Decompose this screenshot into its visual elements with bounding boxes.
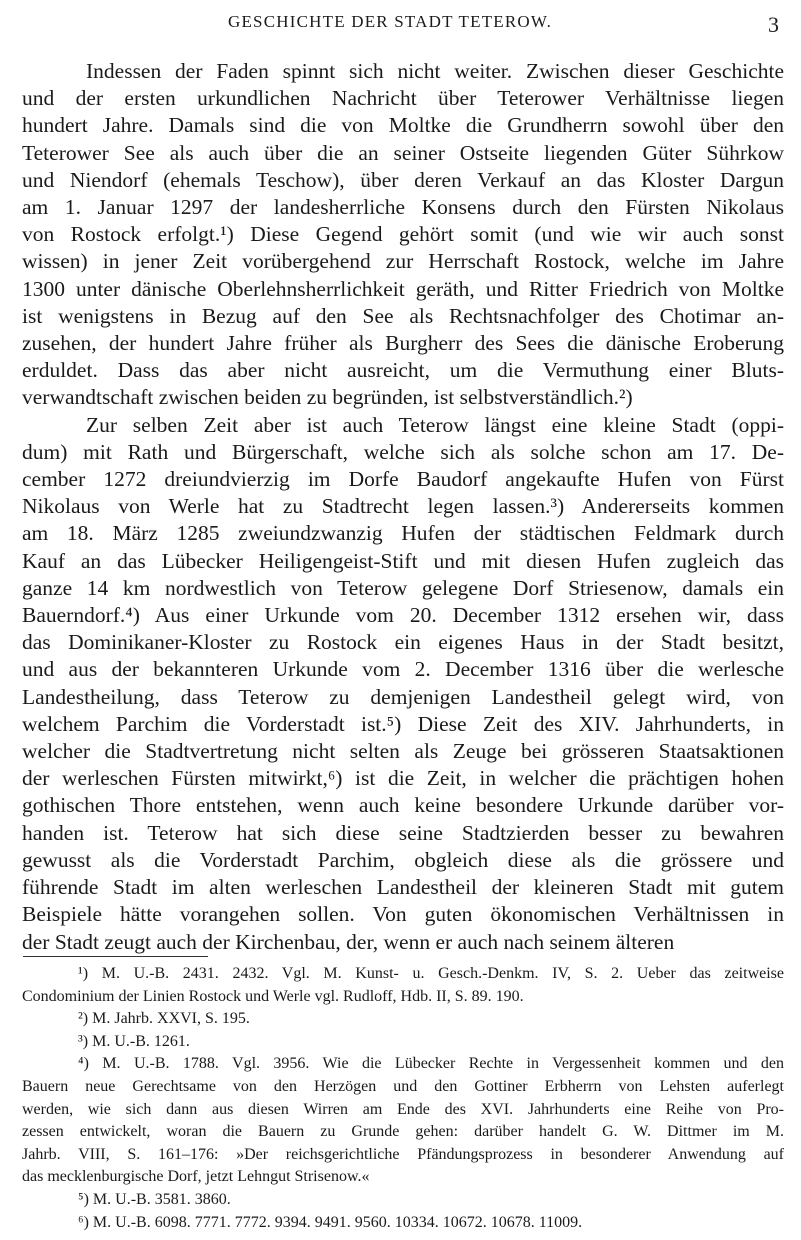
footnote-line: Bauern neue Gerechtsame von den Herzögen und den Gottiner Erbherrn von Lehsten auferlegt — [22, 1077, 784, 1095]
text-line: Bauerndorf.⁴) Aus einer Urkunde vom 20. December 1312 ersehen wir, dass — [22, 603, 784, 628]
footnote-line: ⁵) M. U.-B. 3581. 3860. — [78, 1190, 231, 1208]
text-line: Indessen der Faden spinnt sich nicht weiter. Zwischen dieser Geschichte — [86, 59, 784, 83]
footnote-3 — [22, 1031, 784, 1054]
text-line: Beispiele hätte vorangehen sollen. Von guten ökonomischen Verhältnissen in — [22, 902, 784, 927]
footnote-1 — [22, 963, 784, 1008]
text-line: das Dominikaner-Kloster zu Rostock ein eigenes Haus in der Stadt besitzt, — [22, 630, 784, 655]
footnote-line: zessen entwickelt, woran die Bauern zu Grunde gehen: darüber handelt G. W. Dittmer im M. — [22, 1123, 784, 1141]
footnote-line: ²) M. Jahrb. XXVI, S. 195. — [78, 1010, 250, 1028]
text-line: Teterower See als auch über die an seiner Ostseite liegenden Güter Sührkow — [22, 140, 784, 165]
footnote-rule — [23, 956, 208, 957]
text-line: der werleschen Fürsten mitwirkt,⁶) ist die Zeit, in welcher die prächtigen hohen — [22, 766, 784, 791]
text-line: hundert Jahre. Damals sind die von Moltke die Grundherrn sowohl über den — [22, 113, 784, 138]
text-line: 1300 unter dänische Oberlehnsherrlichkeit geräth, und Ritter Friedrich von Moltke — [22, 276, 784, 301]
text-line: cember 1272 dreiundvierzig im Dorfe Baudorf angekaufte Hufen von Fürst — [22, 467, 784, 492]
text-line: Landestheilung, dass Teterow zu demjenigen Landestheil gelegt wird, von — [22, 684, 784, 709]
text-line: und Niendorf (ehemals Teschow), über deren Verkauf an das Kloster Dargun — [22, 167, 784, 192]
text-line: gewusst als die Vorderstadt Parchim, obgleich diese als die grössere und — [22, 847, 784, 872]
text-line: erduldet. Dass das aber nicht ausreicht, um die Vermuthung einer Bluts- — [22, 358, 784, 383]
page-number: 3 — [768, 12, 779, 37]
text-line: dum) mit Rath und Bürgerschaft, welche sich als solche schon am 17. De- — [22, 439, 784, 464]
text-line: Kauf an das Lübecker Heiligengeist-Stift und mit diesen Hufen zugleich das — [22, 548, 784, 573]
paragraph-1 — [22, 58, 784, 412]
footnote-5 — [22, 1189, 784, 1212]
footnote-line: ¹) M. U.-B. 2431. 2432. Vgl. M. Kunst- u. Gesch.-Denkm. IV, S. 2. Ueber das zeitweise — [78, 965, 784, 982]
text-line: führende Stadt im alten werleschen Landestheil der kleineren Stadt mit gutem — [22, 875, 784, 900]
text-line: welcher die Stadtvertretung nicht selten als Zeuge bei grösseren Staatsaktionen — [22, 739, 784, 764]
text-line: Nikolaus von Werle hat zu Stadtrecht legen lassen.³) Andererseits kommen — [22, 494, 784, 519]
text-line: und aus der bekannteren Urkunde vom 2. December 1316 über die werlesche — [22, 657, 784, 682]
text-line: handen ist. Teterow hat sich diese seine Stadtzierden besser zu bewahren — [22, 820, 784, 845]
footnote-2 — [22, 1008, 784, 1031]
running-head: GESCHICHTE DER STADT TETEROW. — [228, 12, 553, 31]
body-text — [22, 58, 784, 956]
text-line: am 1. Januar 1297 der landesherrliche Konsens durch den Fürsten Nikolaus — [22, 195, 784, 220]
footnote-line: ³) M. U.-B. 1261. — [78, 1032, 190, 1050]
text-line: zusehen, der hundert Jahre früher als Burgherr des Sees die dänische Eroberung — [22, 331, 784, 356]
footnote-line: das mecklenburgische Dorf, jetzt Lehngut Strisenow.« — [22, 1168, 370, 1186]
footnote-line: ⁴) M. U.-B. 1788. Vgl. 3956. Wie die Lübecker Rechte in Vergessenheit kommen und den — [78, 1055, 784, 1073]
text-line: und der ersten urkundlichen Nachricht über Teterower Verhältnisse liegen — [22, 86, 784, 111]
footnote-4 — [22, 1053, 784, 1189]
footnotes — [22, 963, 784, 1234]
text-line: Zur selben Zeit aber ist auch Teterow längst eine kleine Stadt (oppi- — [86, 412, 784, 437]
page-header — [0, 10, 801, 40]
footnote-line: werden, wie sich dann aus diesen Wirren am Ende des XVI. Jahrhunderts eine Reihe von Pro- — [22, 1100, 784, 1118]
footnote-line: Jahrb. VIII, S. 161–176: »Der reichsgerichtliche Pfändungsprozess in besonderer Anwendung auf — [22, 1145, 784, 1163]
footnote-line: ⁶) M. U.-B. 6098. 7771. 7772. 9394. 9491. 9560. 10334. 10672. 10678. 11009. — [78, 1213, 583, 1231]
text-line: welchem Parchim die Vorderstadt ist.⁵) Diese Zeit des XIV. Jahrhunderts, in — [22, 711, 784, 736]
paragraph-2 — [22, 412, 784, 956]
text-line: der Stadt zeugt auch der Kirchenbau, der, wenn er auch nach seinem älteren — [22, 929, 675, 954]
text-line: verwandtschaft zwischen beiden zu begründen, ist selbstverständlich.²) — [22, 385, 633, 410]
footnote-line: Condominium der Linien Rostock und Werle vgl. Rudloff, Hdb. II, S. 89. 190. — [22, 987, 524, 1005]
text-line: von Rostock erfolgt.¹) Diese Gegend gehört somit (und wie wir auch sonst — [22, 222, 784, 247]
footnote-6 — [22, 1212, 784, 1235]
text-line: gothischen Thore entstehen, wenn auch keine besondere Urkunde darüber vor- — [22, 793, 784, 818]
text-line: wissen) in jener Zeit vorübergehend zur Herrschaft Rostock, welche im Jahre — [22, 249, 784, 274]
text-line: am 18. März 1285 zweiundzwanzig Hufen der städtischen Feldmark durch — [22, 521, 784, 546]
text-line: ganze 14 km nordwestlich von Teterow gelegene Dorf Striesenow, damals ein — [22, 575, 784, 600]
text-line: ist wenigstens in Bezug auf den See als Rechtsnachfolger des Chotimar an- — [22, 303, 784, 328]
